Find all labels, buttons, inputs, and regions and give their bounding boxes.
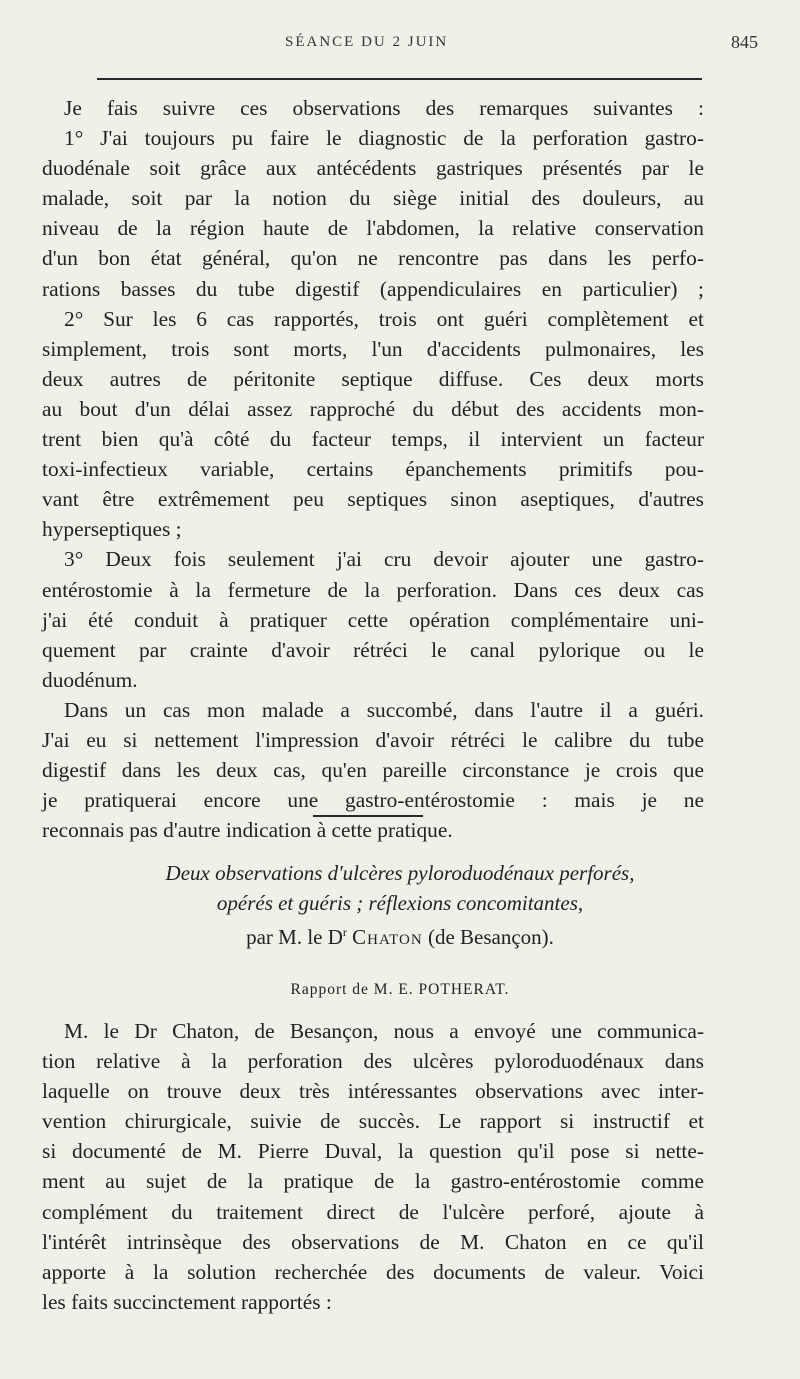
text-line: deux autres de péritonite septique diffuse. Ces deux morts: [42, 366, 704, 391]
running-title: SÉANCE DU 2 JUIN: [285, 34, 449, 50]
text-line: toxi-infectieux variable, certains épanchements primitifs pou-: [42, 457, 704, 482]
text-line: tion relative à la perforation des ulcères pyloroduodénaux dans: [42, 1049, 704, 1074]
byline-suffix: (de Besançon).: [427, 925, 554, 949]
text-line: trent bien qu'à côté du facteur temps, il intervient un facteur: [42, 427, 704, 452]
text-line: digestif dans les deux cas, qu'en pareille circonstance je crois que: [42, 758, 704, 783]
text-line: M. le Dr Chaton, de Besançon, nous a envoyé une communica-: [64, 1019, 704, 1043]
text-line: ment au sujet de la pratique de la gastro-entérostomie comme: [42, 1169, 704, 1194]
text-line: Dans un cas mon malade a succombé, dans l'autre il a guéri.: [64, 697, 704, 722]
text-line: Je fais suivre ces observations des remarques suivantes :: [64, 96, 704, 120]
section-rule: [313, 815, 423, 817]
text-line: quement par crainte d'avoir rétréci le canal pylorique ou le: [42, 637, 704, 662]
text-line: duodénum.: [42, 667, 138, 692]
text-line: duodénale soit grâce aux antécédents gastriques présentés par le: [42, 156, 704, 181]
text-line: l'intérêt intrinsèque des observations de M. Chaton en ce qu'il: [42, 1229, 704, 1254]
text-line: vant être extrêmement peu septiques sinon aseptiques, d'autres: [42, 487, 704, 512]
byline-sup: r: [342, 925, 347, 939]
text-line: j'ai été conduit à pratiquer cette opération complémentaire uni-: [42, 607, 704, 632]
text-line: si documenté de M. Pierre Duval, la question qu'il pose si nette-: [42, 1139, 704, 1164]
text-line: 2° Sur les 6 cas rapportés, trois ont guéri complètement et: [64, 306, 704, 331]
text-line: entérostomie à la fermeture de la perforation. Dans ces deux cas: [42, 577, 704, 602]
text-line: reconnais pas d'autre indication à cette pratique.: [42, 818, 453, 843]
text-line: simplement, trois sont morts, l'un d'accidents pulmonaires, les: [42, 336, 704, 361]
text-line: je pratiquerai encore une gastro-entérostomie : mais je ne: [42, 788, 704, 813]
remarks-text: [42, 93, 704, 845]
text-line: au bout d'un délai assez rapproché du début des accidents mon-: [42, 396, 704, 421]
author-name: Chaton: [352, 925, 423, 949]
text-line: d'un bon état général, qu'on ne rencontre pas dans les perfo-: [42, 246, 704, 271]
text-line: 3° Deux fois seulement j'ai cru devoir ajouter une gastro-: [64, 547, 704, 572]
header-rule: [97, 78, 702, 80]
text-line: niveau de la région haute de l'abdomen, la relative conservation: [42, 216, 704, 241]
text-line: laquelle on trouve deux très intéressantes observations avec inter-: [42, 1079, 704, 1104]
text-line: J'ai eu si nettement l'impression d'avoir rétréci le calibre du tube: [42, 727, 704, 752]
text-line: hyperseptiques ;: [42, 517, 182, 542]
title-line: opérés et guéris ; réflexions concomitantes,: [216, 891, 584, 915]
byline: [0, 925, 800, 950]
text-line: complément du traitement direct de l'ulcère perforé, ajoute à: [42, 1199, 704, 1224]
text-line: malade, soit par la notion du siège initial des douleurs, au: [42, 186, 704, 211]
report-line: Rapport de M. E. POTHERAT.: [290, 981, 510, 998]
title-line: Deux observations d'ulcères pyloroduodénaux perforés,: [165, 861, 635, 885]
text-line: les faits succinctement rapportés :: [42, 1289, 332, 1314]
page-number: 845: [731, 32, 758, 52]
text-line: vention chirurgicale, suivie de succès. Le rapport si instructif et: [42, 1109, 704, 1134]
report-text: [42, 1016, 704, 1317]
text-line: rations basses du tube digestif (appendiculaires en particulier) ;: [42, 276, 704, 301]
article-title: [42, 858, 758, 918]
text-line: 1° J'ai toujours pu faire le diagnostic de la perforation gastro-: [64, 126, 704, 151]
byline-prefix: par M. le D: [246, 925, 343, 949]
text-line: apporte à la solution recherchée des documents de valeur. Voici: [42, 1259, 704, 1284]
